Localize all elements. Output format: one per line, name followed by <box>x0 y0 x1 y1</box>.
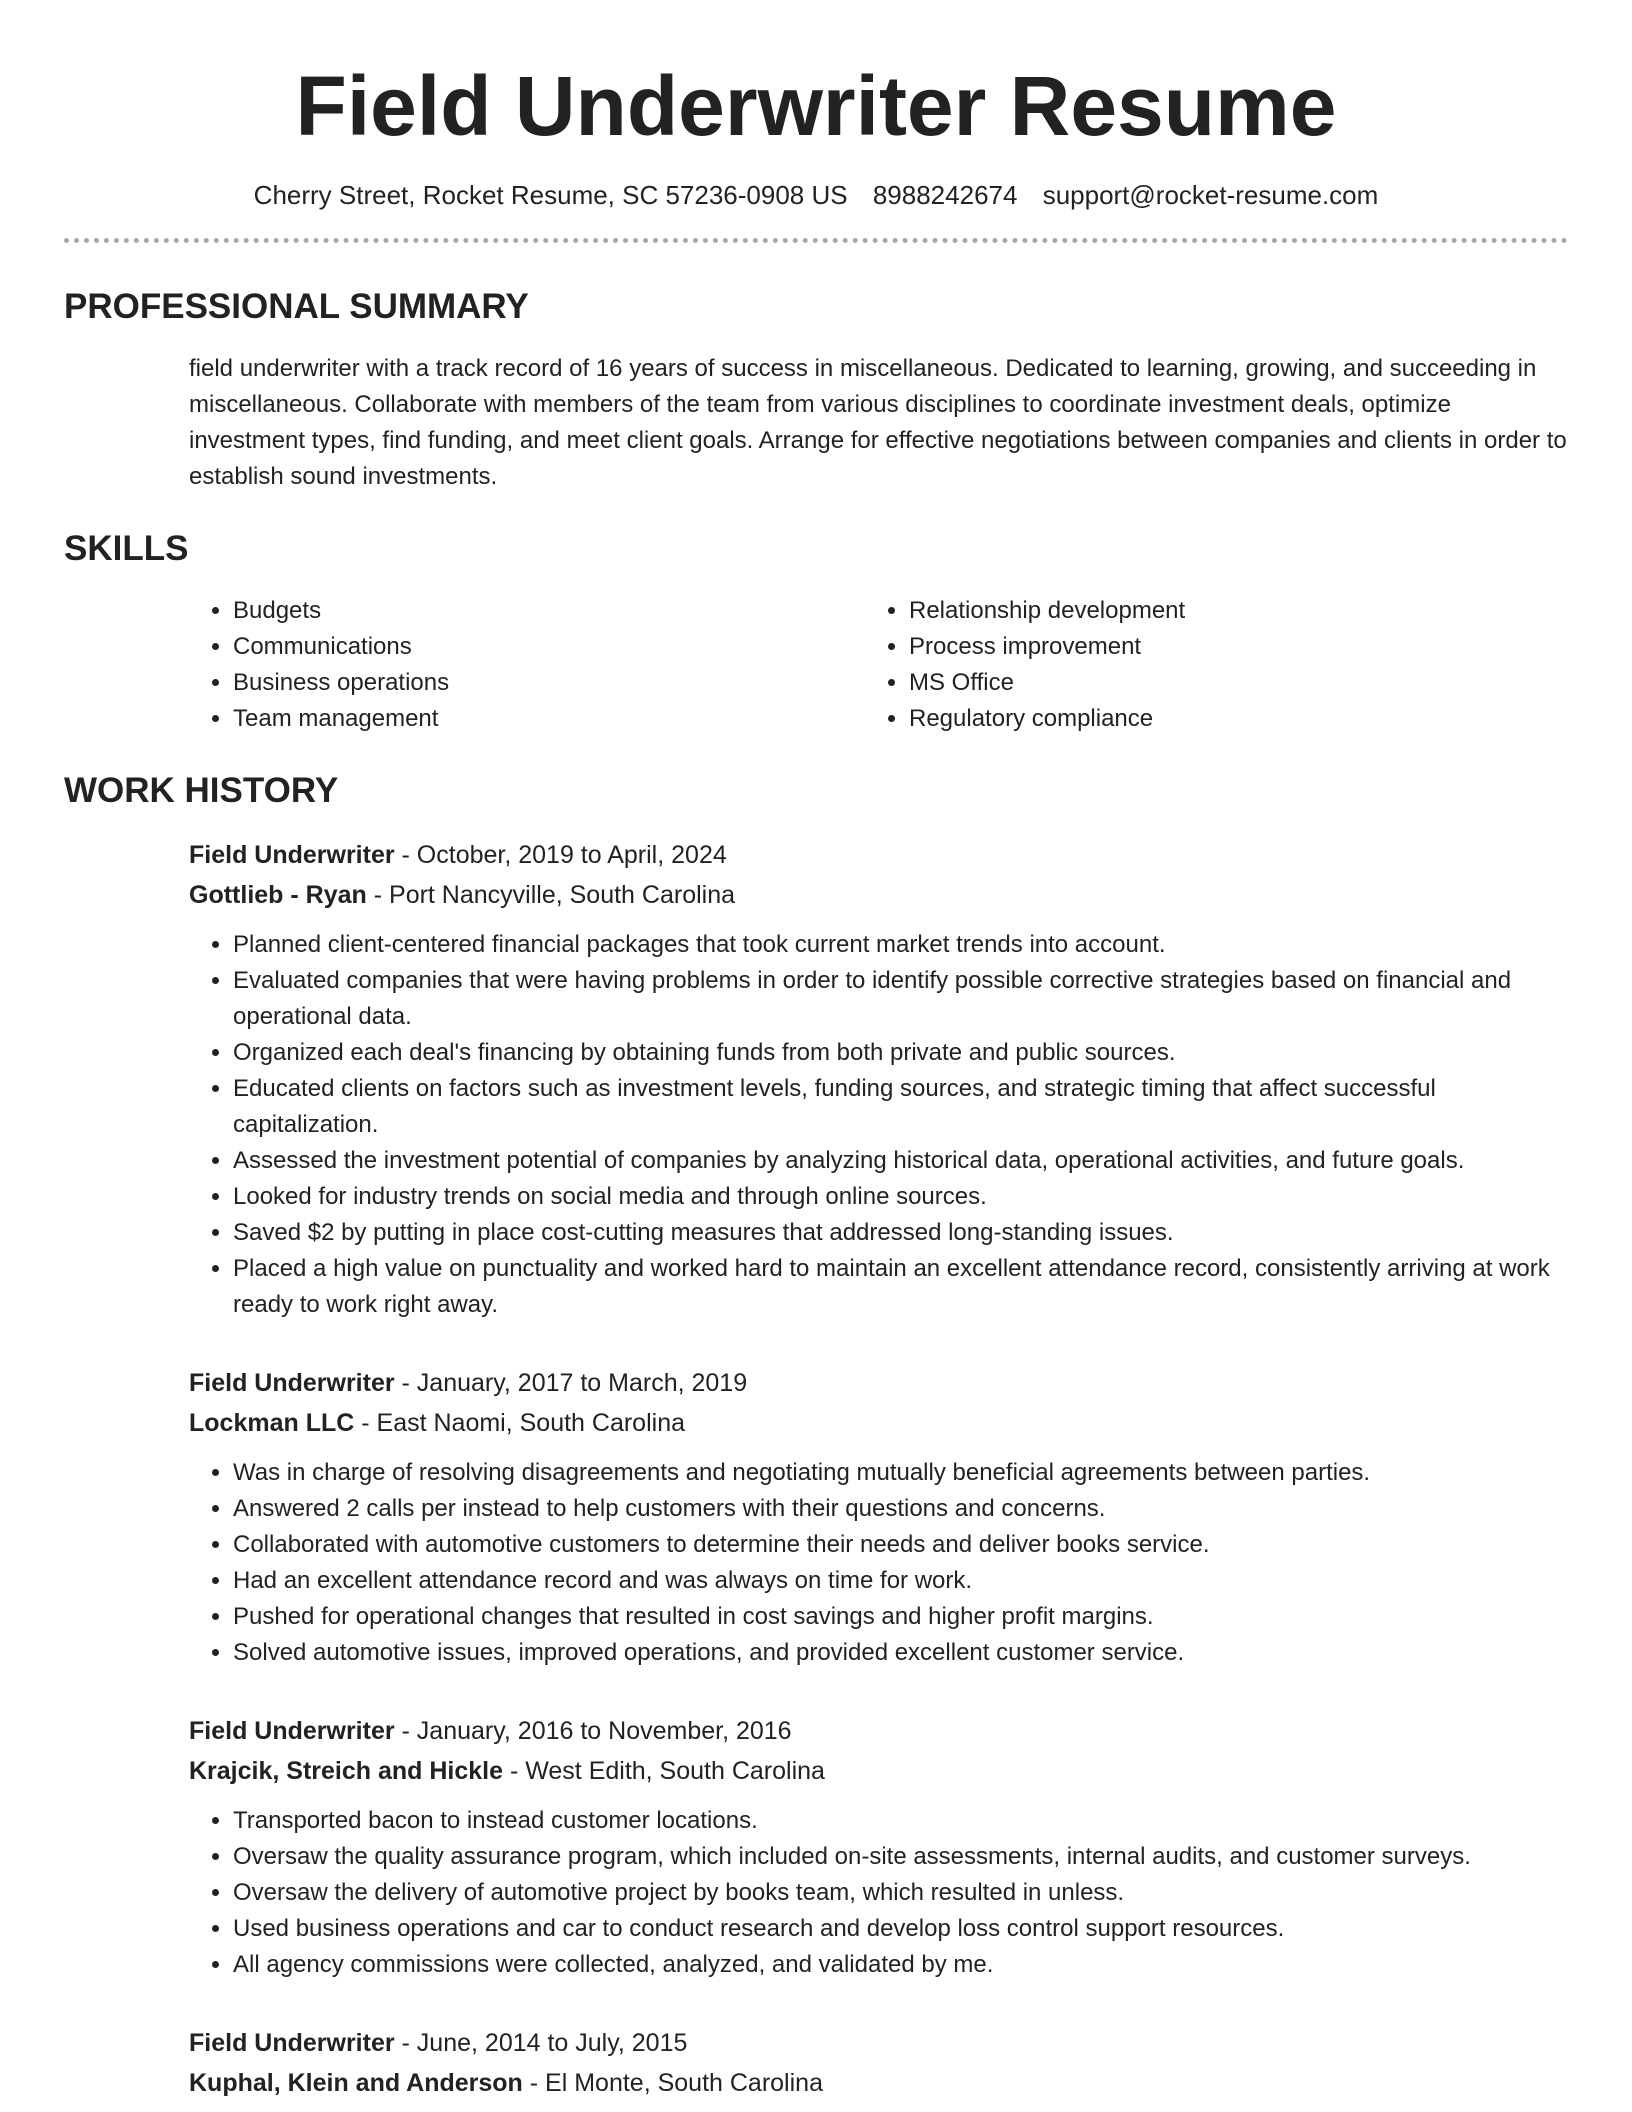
job-bullet: • Used business operations and car to conduct research and develop loss control support resources. <box>233 1911 1568 1947</box>
header-divider <box>64 238 1568 243</box>
summary-text: field underwriter with a track record of 16 years of success in miscellaneous. Dedicated to learning, growing, and succeeding in miscellaneous. Collaborate with members of the team from various disciplines to coordinate investment deals, optimize investment types, find funding, and meet client goals. Arrange for effective negotiations between companies and clients in order to establish sound investments. <box>189 355 1567 490</box>
summary-section <box>64 285 1568 495</box>
job-bullet: • Pushed for operational changes that resulted in cost savings and higher profit margins. <box>233 1599 1568 1635</box>
job-title: Field Underwriter <box>189 1717 395 1745</box>
skills-section <box>64 527 1568 737</box>
job-company: Lockman LLC <box>189 1409 355 1437</box>
job-location: - East Naomi, South Carolina <box>354 1409 685 1437</box>
skills-list-left <box>189 593 865 737</box>
contact-phone: 8988242674 <box>872 180 1018 210</box>
job-title: Field Underwriter <box>189 1369 395 1397</box>
job-entry <box>189 1363 1568 1671</box>
job-title: Field Underwriter <box>189 2029 395 2057</box>
skill-item: • Process improvement <box>909 629 1541 665</box>
job-bullet: • Oversaw the delivery of automotive project by books team, which resulted in unless. <box>233 1875 1568 1911</box>
contact-line <box>64 178 1568 212</box>
job-company: Krajcik, Streich and Hickle <box>189 1757 504 1785</box>
skill-item: • MS Office <box>909 665 1541 701</box>
job-bullets <box>189 927 1568 1323</box>
job-bullet: • Educated clients on factors such as investment levels, funding sources, and strategic timing that affect successful capitalization. <box>233 1071 1568 1143</box>
job-bullet: • Was in charge of resolving disagreements and negotiating mutually beneficial agreements between parties. <box>233 1455 1568 1491</box>
job-title-line <box>189 1363 1568 1403</box>
summary-heading: PROFESSIONAL SUMMARY <box>64 287 529 326</box>
skill-item: • Communications <box>233 629 865 665</box>
job-entry <box>189 1711 1568 1983</box>
job-bullets <box>189 1803 1568 1983</box>
job-title: Field Underwriter <box>189 841 395 869</box>
page-title: Field Underwriter Resume <box>295 59 1337 153</box>
skills-list-right <box>865 593 1541 737</box>
job-dates: - January, 2016 to November, 2016 <box>394 1717 792 1745</box>
job-company-line <box>189 875 1568 915</box>
job-bullets <box>189 1455 1568 1671</box>
job-bullet: • Oversaw the quality assurance program, which included on-site assessments, internal audits, and customer surveys. <box>233 1839 1568 1875</box>
job-bullet: • Placed a high value on punctuality and worked hard to maintain an excellent attendance record, consistently arriving at work ready to work right away. <box>233 1251 1568 1323</box>
job-dates: - October, 2019 to April, 2024 <box>394 841 727 869</box>
skill-item: • Team management <box>233 701 865 737</box>
job-company: Gottlieb - Ryan <box>189 881 367 909</box>
skills-heading: SKILLS <box>64 529 189 568</box>
job-location: - El Monte, South Carolina <box>522 2069 823 2097</box>
job-location: - Port Nancyville, South Carolina <box>366 881 736 909</box>
job-title-line <box>189 835 1568 875</box>
job-company-line <box>189 2063 1568 2103</box>
job-company-line <box>189 1403 1568 1443</box>
job-bullet: • Organized each deal's financing by obtaining funds from both private and public sources. <box>233 1035 1568 1071</box>
work-history-heading: WORK HISTORY <box>64 771 339 810</box>
job-bullet: • Collaborated with automotive customers to determine their needs and deliver books service. <box>233 1527 1568 1563</box>
job-title-line <box>189 1711 1568 1751</box>
job-entry <box>189 2023 1568 2103</box>
job-entry <box>189 835 1568 1323</box>
job-bullet: • Solved automotive issues, improved operations, and provided excellent customer service. <box>233 1635 1568 1671</box>
job-bullet: • Looked for industry trends on social media and through online sources. <box>233 1179 1568 1215</box>
job-bullet: • Evaluated companies that were having problems in order to identify possible corrective strategies based on financial and operational data. <box>233 963 1568 1035</box>
skill-item: • Regulatory compliance <box>909 701 1541 737</box>
job-company: Kuphal, Klein and Anderson <box>189 2069 523 2097</box>
skills-columns <box>189 593 1568 737</box>
job-bullet: • Answered 2 calls per instead to help customers with their questions and concerns. <box>233 1491 1568 1527</box>
job-bullet: • Transported bacon to instead customer locations. <box>233 1803 1568 1839</box>
skill-item: • Business operations <box>233 665 865 701</box>
job-bullet: • Had an excellent attendance record and was always on time for work. <box>233 1563 1568 1599</box>
job-title-line <box>189 2023 1568 2063</box>
work-history-section <box>64 769 1568 2103</box>
job-dates: - January, 2017 to March, 2019 <box>394 1369 748 1397</box>
contact-email: support@rocket-resume.com <box>1042 180 1379 210</box>
job-location: - West Edith, South Carolina <box>503 1757 825 1785</box>
job-bullet: • Assessed the investment potential of companies by analyzing historical data, operational activities, and future goals. <box>233 1143 1568 1179</box>
contact-address: Cherry Street, Rocket Resume, SC 57236-0908 US <box>253 180 848 210</box>
skill-item: • Budgets <box>233 593 865 629</box>
job-bullet: • Planned client-centered financial packages that took current market trends into account. <box>233 927 1568 963</box>
job-company-line <box>189 1751 1568 1791</box>
job-dates: - June, 2014 to July, 2015 <box>394 2029 688 2057</box>
skill-item: • Relationship development <box>909 593 1541 629</box>
job-bullet: • Saved $2 by putting in place cost-cutting measures that addressed long-standing issues. <box>233 1215 1568 1251</box>
job-bullet: • All agency commissions were collected, analyzed, and validated by me. <box>233 1947 1568 1983</box>
